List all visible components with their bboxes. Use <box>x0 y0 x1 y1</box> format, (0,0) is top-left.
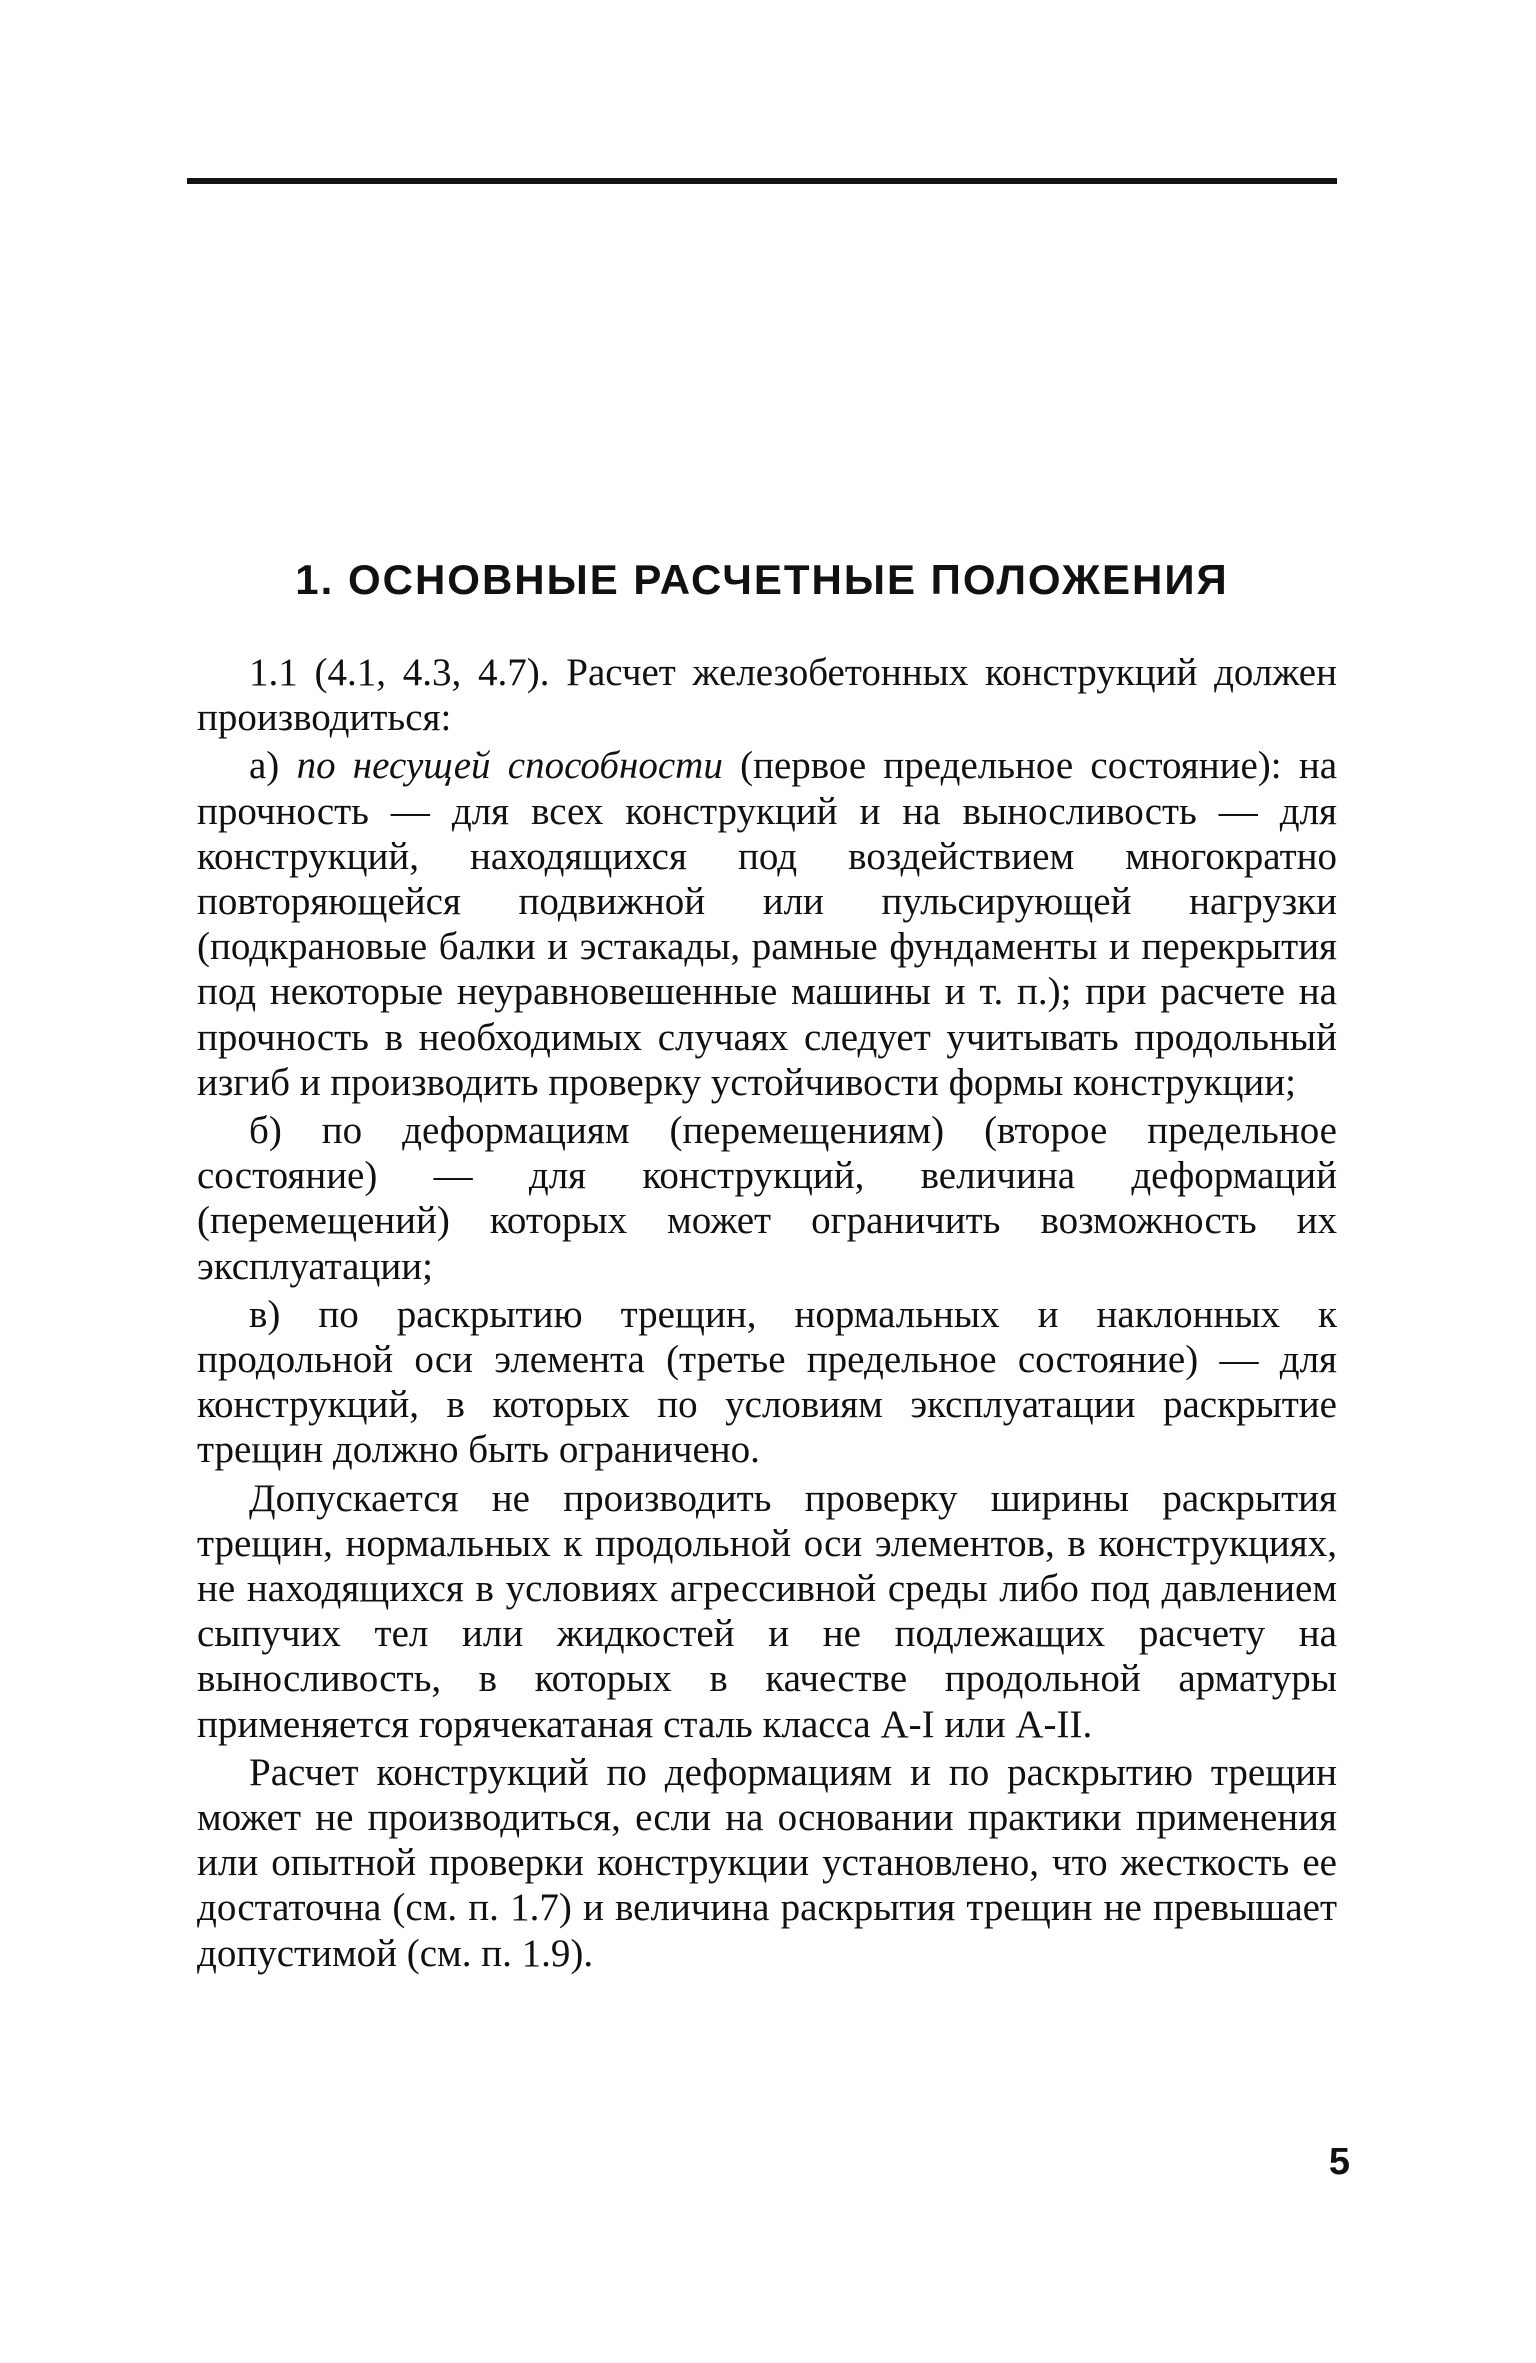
paragraph-exemption: Расчет конструкций по деформациям и по раскрытию трещин может не производиться, если на основании практики применения или опытной проверки конструкции установлено, что жесткость ее достаточна (см. п. 1.7) и величина раскрытия трещин не превышает допустимой (см. п. 1.9). <box>197 1750 1337 1975</box>
clause-text: Расчет железобетонных конструкций должен производиться: <box>197 651 1337 740</box>
paragraph-v: в) по раскрытию трещин, нормальных и наклонных к продольной оси элемента (третье предельное состояние) — для конструкций, в которых по условиям эксплуатации раскрытие трещин должно быть ограничено. <box>197 1292 1337 1472</box>
top-rule <box>187 178 1337 184</box>
emphasis-load-bearing: по несущей способности <box>296 744 723 788</box>
paragraph-allowance: Допускается не производить проверку ширины раскрытия трещин, нормальных к продольной оси элементов, в конструкциях, не находящихся в условиях агрессивной среды либо под давлением сыпучих тел или жидкостей и не подлежащих расчету на выносливость, в которых в качестве продольной арматуры применяется горячекатаная сталь класса А-I или А-II. <box>197 1476 1337 1746</box>
section-title: 1. ОСНОВНЫЕ РАСЧЕТНЫЕ ПОЛОЖЕНИЯ <box>295 556 1229 603</box>
body-text <box>197 650 1337 1979</box>
paragraph-a <box>197 743 1337 1105</box>
paragraph-b: б) по деформациям (перемещениям) (второе предельное состояние) — для конструкций, величина деформаций (перемещений) которых может ограничить возможность их эксплуатации; <box>197 1109 1337 1288</box>
paragraph-a-text: (первое предельное состояние): на прочность — для всех конструкций и на выносливость — для конструкций, находящихся под воздействием многократно повторяющейся подвижной или пульсирующей нагрузки (подкрановые балки и эстакады, рамные фундаменты и перекрытия под некоторые неуравновешенные машины и т. п.); при расчете на прочность в необходимых случаях следует учитывать продольный изгиб и производить проверку устойчивости формы конструкции; <box>197 744 1338 1104</box>
clause-number: 1.1 <box>249 651 298 694</box>
clause-references: (4.1, 4.3, 4.7). <box>314 651 550 694</box>
list-marker-a: а) <box>249 744 280 788</box>
page-number: 5 <box>1328 2141 1350 2183</box>
paragraph-1-1 <box>197 650 1337 740</box>
